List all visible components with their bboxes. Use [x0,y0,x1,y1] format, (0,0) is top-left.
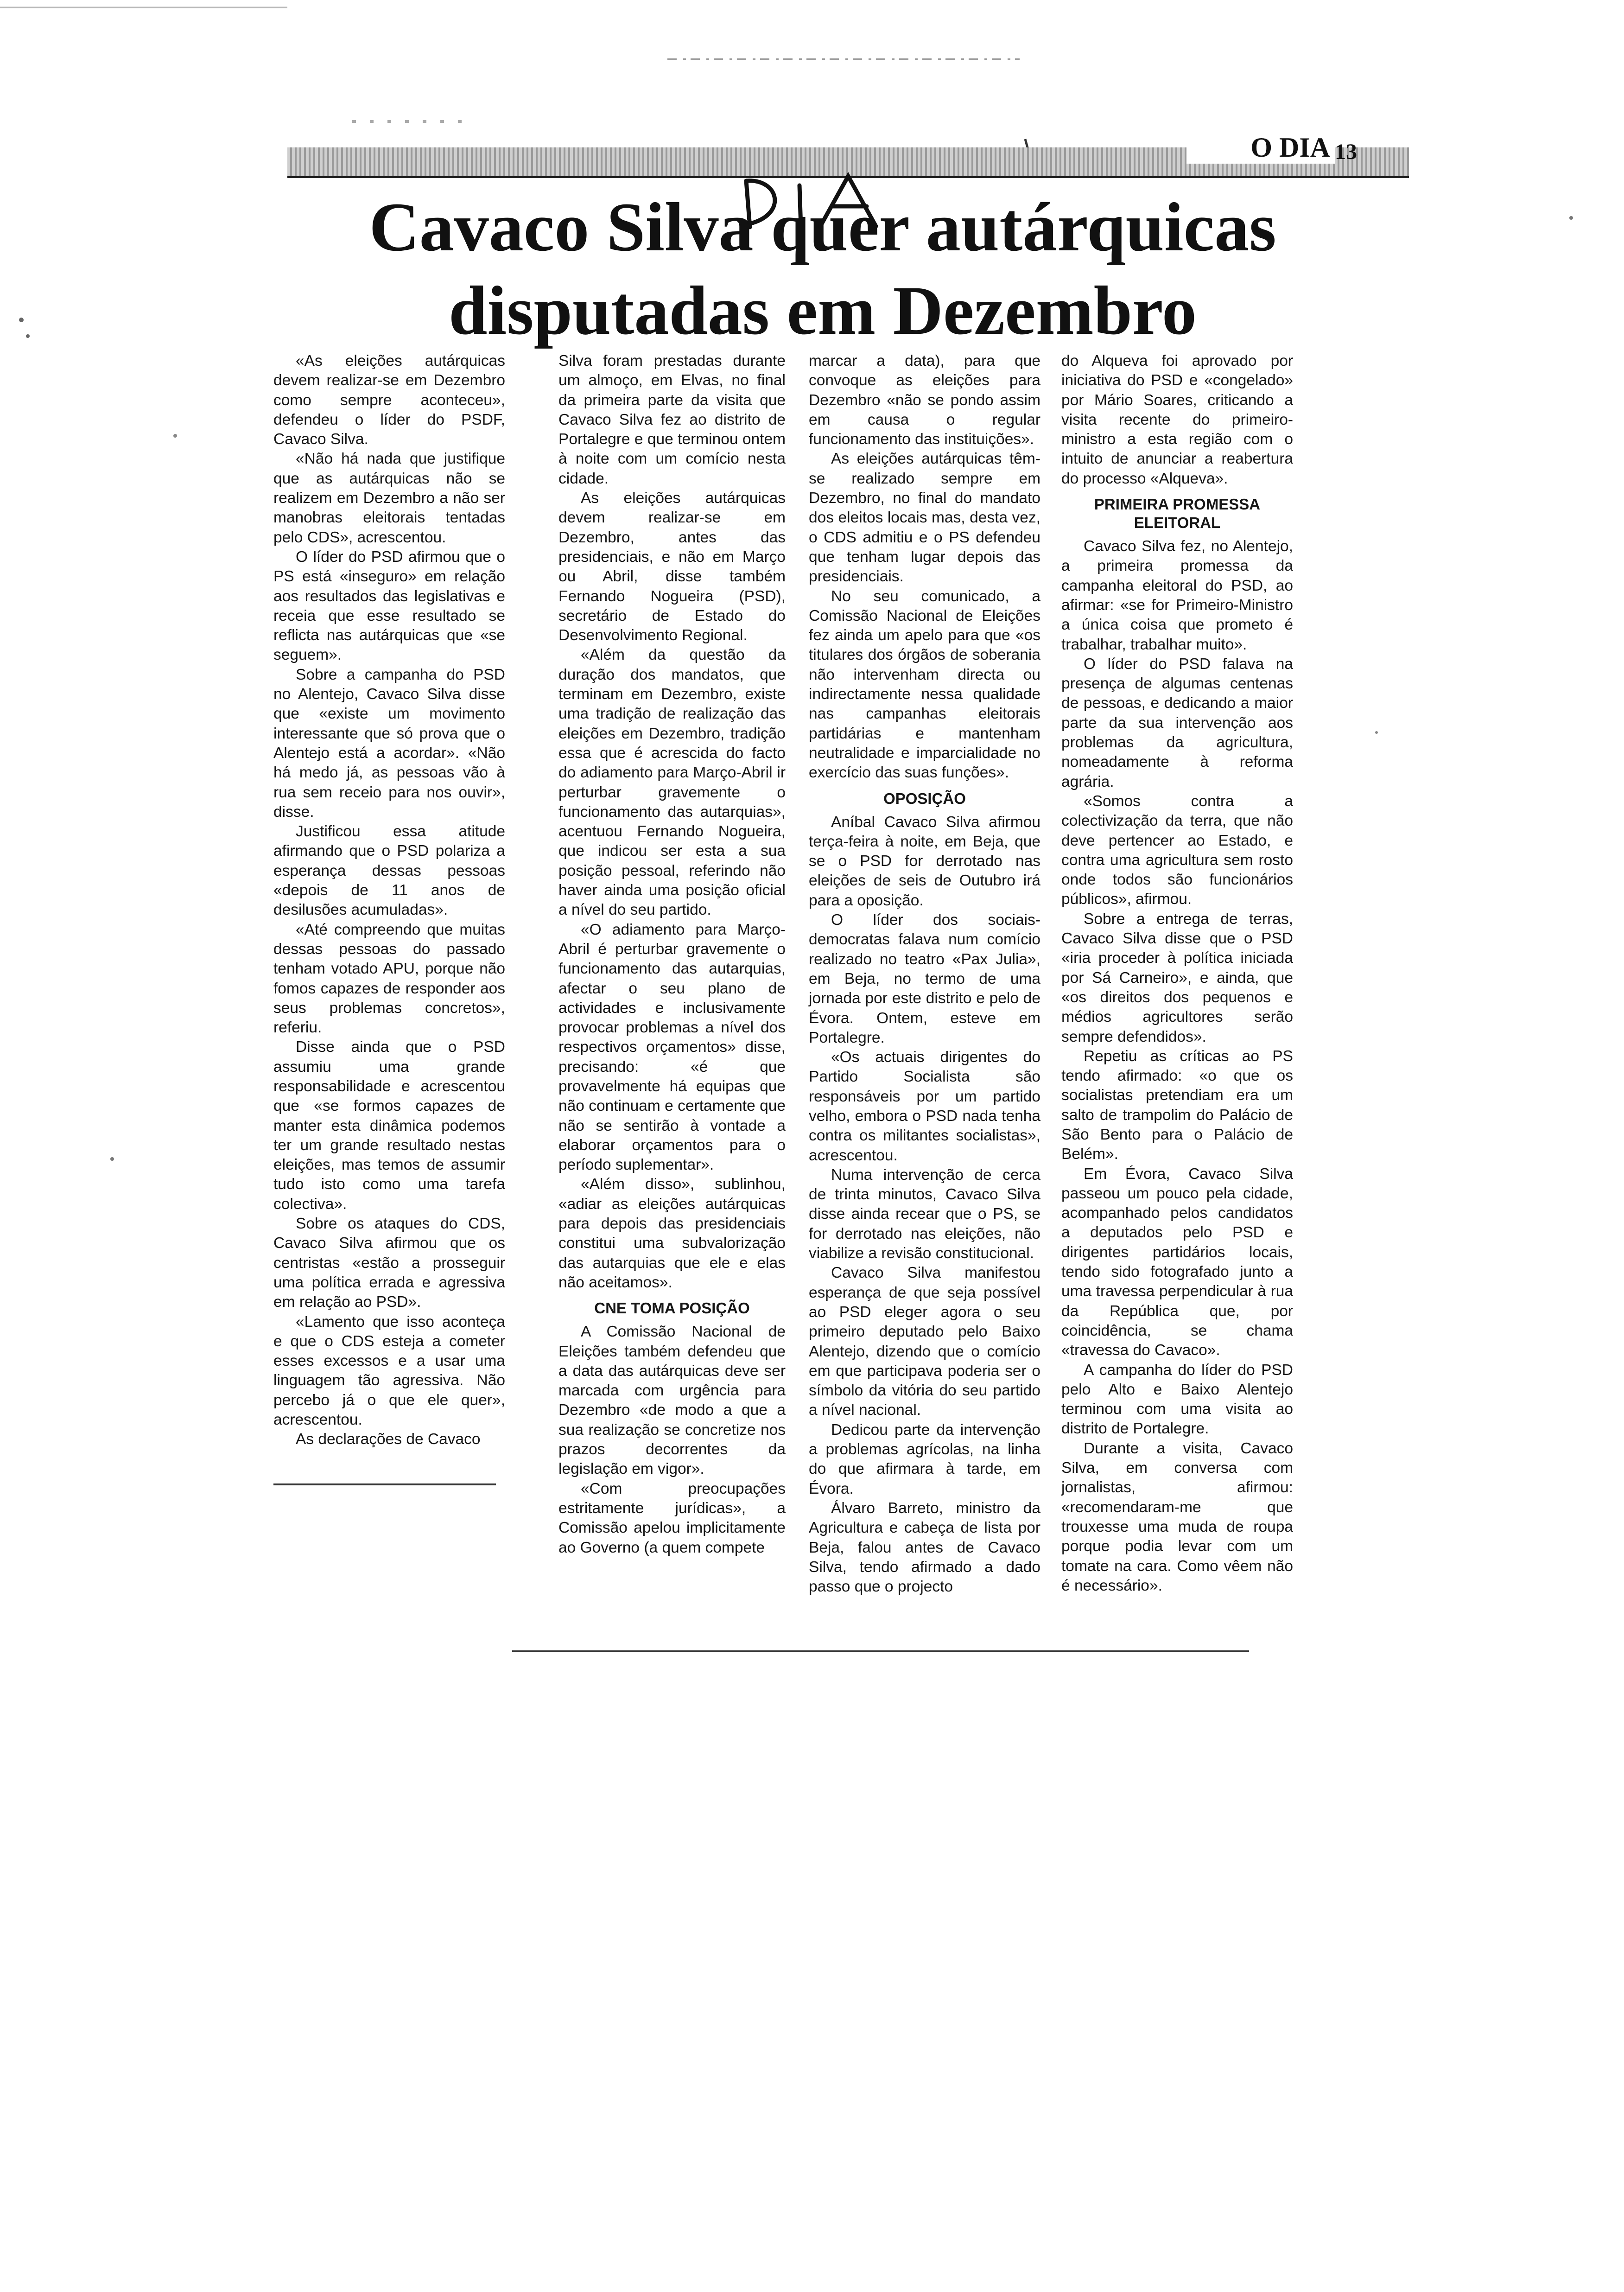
paragraph: O líder do PSD afirmou que o PS está «inseguro» em relação aos resultados das legislativas e receia que esse resultado se reflicta nas autárquicas que «se seguem». [273,548,505,664]
paragraph: «Não há nada que justifique que as autárquicas não se realizem em Dezembro a não ser manobras eleitorais tentadas pelo CDS», acrescentou. [273,450,505,546]
paragraph: «Até compreendo que muitas dessas pessoas do passado tenham votado APU, porque não fomos capazes de responder aos seus problemas concretos», referiu. [273,921,505,1037]
article-column-2 [558,351,786,1558]
paragraph: do Alqueva foi aprovado por iniciativa do PSD e «congelado» por Mário Soares, criticando a visita recente do primeiro-ministro a esta região com o intuito de anunciar a reabertura do processo «Alqueva». [1061,352,1293,487]
paragraph: marcar a data), para que convoque as eleições para Dezembro «não se pondo assim em causa o regular funcionamento das instituições». [809,352,1040,448]
paragraph: «O adiamento para Março-Abril é perturbar gravemente o funcionamento das autarquias, afectar o seu plano de actividades e inclusivamente provocar problemas a nível dos respectivos orçamentos» disse, precisando: «é que provavelmente há equipas que não continuam e certamente que não se sentirão à vontade a elaborar orçamentos para o período suplementar». [558,921,786,1174]
paragraph: O líder do PSD falava na presença de algumas centenas de pessoas, e dedicando a maior parte da sua intervenção aos problemas da agricultura, nomeadamente à reforma agrária. [1061,655,1293,790]
paragraph: A Comissão Nacional de Eleições também defendeu que a data das autárquicas deve ser marcada com urgência para Dezembro «de modo a que a sua realização se concretize nos prazos decorrentes da legislação em vigor». [558,1323,786,1478]
paragraph: «Além da questão da duração dos mandatos, que terminam em Dezembro, existe uma tradição de realização das eleições em Dezembro, tradição essa que é acrescida do facto do adiamento para Março-Abril ir perturbar gravemente o funcionamento das autarquias», acentuou Fernando Nogueira, que indicou ser esta a sua posição pessoal, referindo não haver ainda uma posição oficial a nível do seu partido. [558,646,786,919]
paragraph: «Com preocupações estritamente jurídicas», a Comissão apelou implicitamente ao Governo (a quem compete [558,1480,786,1556]
paragraph: «Lamento que isso aconteça e que o CDS esteja a cometer esses excessos e a usar uma linguagem tão agressiva. Não percebo já o que ele quer», acrescentou. [273,1313,505,1429]
paragraph: «Além disso», sublinhou, «adiar as eleições autárquicas para depois das presidenciais constitui uma subvalorização das autarquias que ele e elas não aceitamos». [558,1176,786,1291]
paragraph: A campanha do líder do PSD pelo Alto e Baixo Alentejo terminou com uma visita ao distrito de Portalegre. [1061,1361,1293,1438]
headline-line-2: disputadas em Dezembro [449,272,1197,349]
paragraph: Justificou essa atitude afirmando que o PSD polariza a esperança dessas pessoas «depois de 11 anos de desilusões acumuladas». [273,823,505,919]
article-bottom-rule [512,1650,1249,1652]
newspaper-name: O DIA [1186,132,1335,164]
paragraph: Em Évora, Cavaco Silva passeou um pouco pela cidade, acompanhado pelos candidatos a deputados pelo PSD e dirigentes partidários locais, tendo sido fotografado junto a uma travessa perpendicular à rua da República que, por coincidência, se chama «travessa do Cavaco». [1061,1165,1293,1359]
paragraph: As eleições autárquicas devem realizar-se em Dezembro, antes das presidenciais, e não em Março ou Abril, disse também Fernando Nogueira (PSD), secretário de Estado do Desenvolvimento Regional. [558,490,786,644]
paragraph: O líder dos sociais-democratas falava num comício realizado no teatro «Pax Julia», em Beja, no termo de uma jornada por este distrito e pelo de Évora. Ontem, esteve em Portalegre. [809,911,1040,1046]
paragraph: Durante a visita, Cavaco Silva, em conversa com jornalistas, afirmou: «recomendaram-me que trouxesse uma muda de roupa porque podia levar com um tomate na cara. Como vêem não é necessário». [1061,1439,1293,1594]
paragraph: Numa intervenção de cerca de trinta minutos, Cavaco Silva disse ainda recear que o PS, se for derrotado nas eleições, não viabilize a revisão constitucional. [809,1166,1040,1262]
handwritten-annotation [737,162,894,232]
article-column-1 [273,351,505,1450]
paragraph: Silva foram prestadas durante um almoço, em Elvas, no final da primeira parte da visita que Cavaco Silva fez ao distrito de Portalegre e que terminou ontem à noite com um comício nesta cidade. [558,352,786,487]
paragraph: Cavaco Silva fez, no Alentejo, a primeira promessa da campanha eleitoral do PSD, ao afirmar: «se for Primeiro-Ministro a única coisa que prometo é trabalhar, trabalhar muito». [1061,538,1293,653]
paragraph: As eleições autárquicas têm-se realizado sempre em Dezembro, no final do mandato dos eleitos locais mas, desta vez, o CDS admitiu e o PS defendeu que tenham lugar depois das presidenciais. [809,450,1040,586]
paragraph: Sobre os ataques do CDS, Cavaco Silva afirmou que os centristas «estão a prosseguir uma política errada e agressiva em relação ao PSD». [273,1215,505,1311]
headline-line-1: Cavaco Silva quer autárquicas [369,189,1276,266]
subheading: CNE TOMA POSIÇÃO [594,1299,750,1317]
paragraph: Repetiu as críticas ao PS tendo afirmado: «o que os socialistas pretendiam era um salto de trampolim do Palácio de São Bento para o Palácio de Belém». [1061,1047,1293,1163]
paragraph: Sobre a campanha do PSD no Alentejo, Cavaco Silva disse que «existe um movimento interessante que só prova que o Alentejo está a acordar». «Não há medo já, as pessoas vão à rua sem receio para nos ouvir», disse. [273,666,505,821]
paragraph: No seu comunicado, a Comissão Nacional de Eleições fez ainda um apelo para que «os titulares dos órgãos de soberania não intervenham directa ou indirectamente nessa qualidade nas campanhas eleitorais partidárias e mantenham neutralidade e imparcialidade no exercício das suas funções». [809,587,1040,782]
subheading: OPOSIÇÃO [883,789,966,807]
paragraph: Cavaco Silva manifestou esperança de que seja possível ao PSD eleger agora o seu primeiro deputado pelo Baixo Alentejo, dizendo que o comício em que participava poderia ser o símbolo da vitória do seu partido a nível nacional. [809,1264,1040,1419]
paragraph: «As eleições autárquicas devem realizar-se em Dezembro como sempre aconteceu», defendeu o líder do PSDF, Cavaco Silva. [273,352,505,448]
paragraph: Aníbal Cavaco Silva afirmou terça-feira à noite, em Beja, que se o PSD for derrotado nas eleições de seis de Outubro irá para a oposição. [809,813,1040,909]
paragraph: Disse ainda que o PSD assumiu uma grande responsabilidade e acrescentou que «se formos capazes de manter esta dinâmica podemos ter um grande resultado nestas eleições, mas temos de assumir tudo isto como uma tarefa colectiva». [273,1038,505,1213]
page-number: 13 [1335,140,1357,164]
paragraph: Sobre a entrega de terras, Cavaco Silva disse que o PSD «iria proceder à política iniciada por Sá Carneiro», e ainda, que «os direitos dos pequenos e médios agricultores serão sempre defendidos». [1061,910,1293,1045]
paragraph: «Somos contra a colectivização da terra, que não deve pertencer ao Estado, e contra uma agricultura sem rosto onde todos são funcionários públicos», afirmou. [1061,792,1293,908]
article-column-4 [1061,351,1293,1596]
paragraph: Dedicou parte da intervenção a problemas agrícolas, na linha do que afirmara à tarde, em Évora. [809,1421,1040,1497]
column-end-rule [273,1483,496,1485]
paragraph: As declarações de Cavaco [296,1431,481,1448]
article-column-3 [809,351,1040,1597]
subheading: PRIMEIRA PROMESSA ELEITORAL [1094,496,1261,532]
paragraph: Álvaro Barreto, ministro da Agricultura e cabeça de lista por Beja, falou antes de Cavaco Silva, tendo afirmado a dado passo que o projecto [809,1499,1040,1596]
paragraph: «Os actuais dirigentes do Partido Socialista são responsáveis por um partido velho, embora o PSD nada tenha contra os militantes socialistas», acrescentou. [809,1049,1040,1164]
